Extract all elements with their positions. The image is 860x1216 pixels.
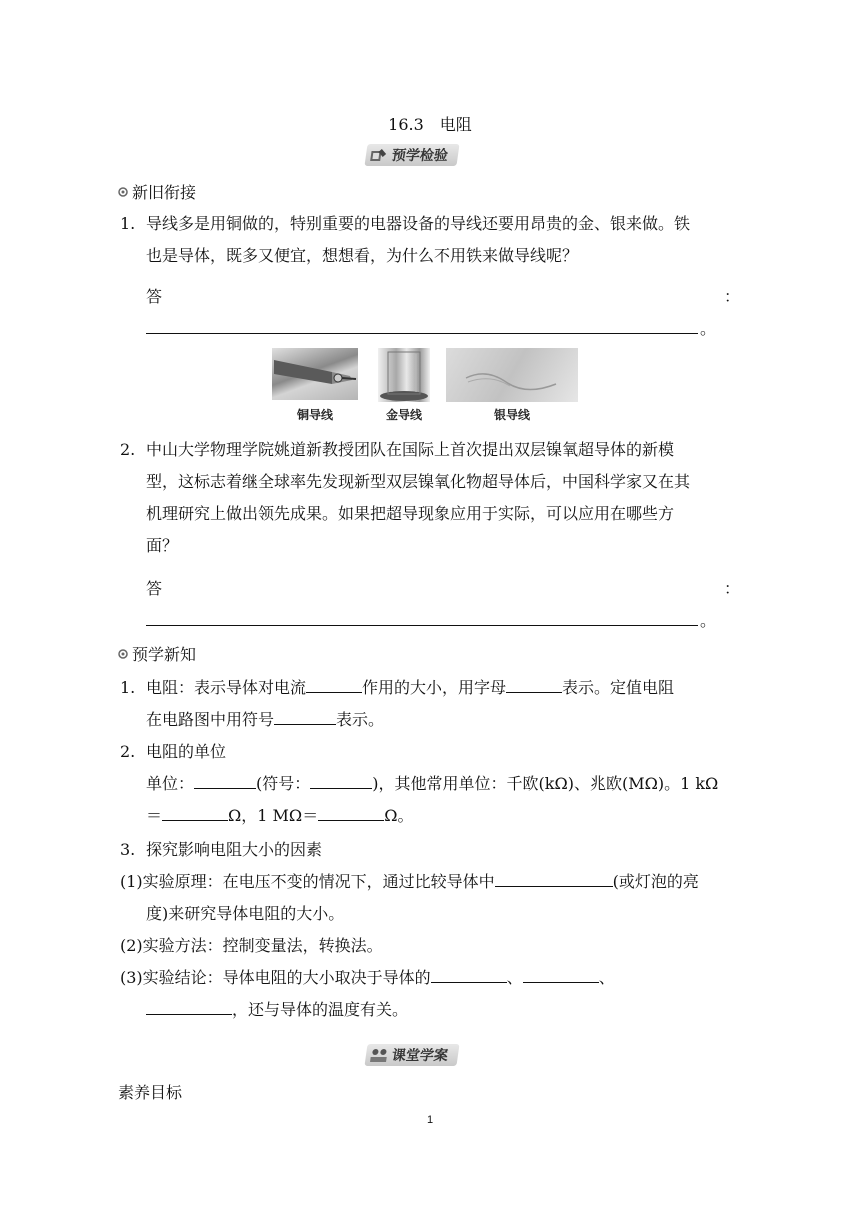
question-1 <box>120 208 740 272</box>
silver-caption: 银导线 <box>493 408 530 422</box>
fill-blank[interactable] <box>274 706 336 725</box>
question-text: 导线多是用铜做的，特别重要的电器设备的导线还要用昂贵的金、银来做。铁 <box>146 214 691 233</box>
item-text: Ω。 <box>384 806 414 825</box>
copper-caption: 铜导线 <box>296 408 333 422</box>
page-title: 16.3 电阻 <box>388 115 472 134</box>
fill-blank[interactable] <box>306 674 362 693</box>
section-heading-text: 预学新知 <box>132 645 197 664</box>
fill-blank[interactable] <box>523 964 599 983</box>
item-text: ＝ <box>146 806 163 825</box>
badge-label: 课堂学案 <box>390 1048 449 1064</box>
answer-label: 答 <box>146 287 163 306</box>
fill-blank[interactable] <box>431 964 507 983</box>
fill-blank[interactable] <box>162 802 228 821</box>
item-number: 2. <box>120 742 136 761</box>
item-text: 、 <box>598 968 615 987</box>
section-heading-text: 新旧衔接 <box>132 183 197 202</box>
answer-blank-2[interactable] <box>146 624 698 626</box>
section-heading-goal: 素养目标 <box>118 1083 183 1102</box>
item-text: 单位： <box>146 774 195 793</box>
fill-blank[interactable] <box>146 996 232 1015</box>
item-text: (符号： <box>256 774 311 793</box>
item-text: (1)实验原理：在电压不变的情况下，通过比较导体中 <box>120 872 495 891</box>
question-number: 1. <box>120 214 136 233</box>
fill-blank[interactable] <box>194 770 256 789</box>
item-text: 电阻：表示导体对电流 <box>146 678 307 697</box>
copper-wire-image <box>272 348 358 400</box>
item-number: 1. <box>120 678 136 697</box>
answer-label: 答 <box>146 579 163 598</box>
item-text: 在电路图中用符号 <box>146 710 275 729</box>
fill-blank[interactable] <box>506 674 562 693</box>
question-text: 也是导体，既多又便宜，想想看，为什么不用铁来做导线呢？ <box>146 246 579 265</box>
answer-colon: ： <box>723 579 740 598</box>
question-text: 面？ <box>146 536 179 555</box>
item-text: 、 <box>506 968 523 987</box>
item-number: 3. <box>120 840 136 859</box>
question-text: 中山大学物理学院姚道新教授团队在国际上首次提出双层镍氧超导体的新模 <box>146 440 675 459</box>
item-text: (2)实验方法：控制变量法，转换法。 <box>120 936 383 955</box>
answer-blank-1[interactable] <box>146 332 698 334</box>
item-text: )，其他常用单位：千欧(kΩ)、兆欧(MΩ)。1 kΩ <box>372 774 719 793</box>
gold-spool-illustration <box>378 348 430 402</box>
question-number: 2. <box>120 440 136 459</box>
item-text: 表示。 <box>336 710 385 729</box>
item-text: 表示。定值电阻 <box>562 678 675 697</box>
item-text: (或灯泡的亮 <box>612 872 699 891</box>
fill-blank[interactable] <box>310 770 372 789</box>
badge-label: 预学检验 <box>390 148 449 164</box>
silver-wire-image <box>446 348 578 402</box>
gold-caption: 金导线 <box>385 408 422 422</box>
item-3 <box>120 834 740 866</box>
copper-wire-illustration <box>272 348 358 400</box>
section-badge-class <box>366 1044 458 1066</box>
gear-bullet-icon <box>118 649 128 659</box>
page-number: 1 <box>426 1114 434 1126</box>
classroom-icon <box>369 1047 389 1063</box>
gear-bullet-icon <box>118 187 128 197</box>
answer-period: 。 <box>700 611 717 630</box>
gold-wire-image <box>378 348 430 402</box>
item-text: Ω，1 MΩ＝ <box>228 806 319 825</box>
book-pen-icon <box>369 147 389 163</box>
answer-colon: ： <box>723 287 740 306</box>
question-text: 型，这标志着继全球率先发现新型双层镍氧化物超导体后，中国科学家又在其 <box>146 472 691 491</box>
item-heading: 探究影响电阻大小的因素 <box>146 840 323 859</box>
answer-row-1 <box>146 284 740 307</box>
item-1 <box>120 672 740 736</box>
fill-blank[interactable] <box>318 802 384 821</box>
question-text: 机理研究上做出领先成果。如果把超导现象应用于实际，可以应用在哪些方 <box>146 504 675 523</box>
answer-row-2 <box>146 576 740 599</box>
section-badge-preview <box>366 144 458 166</box>
silver-wire-illustration <box>446 348 578 402</box>
item-text: 作用的大小，用字母 <box>362 678 507 697</box>
item-text: 度)来研究导体电阻的大小。 <box>146 904 345 923</box>
item-heading: 电阻的单位 <box>146 742 227 761</box>
item-text: (3)实验结论：导体电阻的大小取决于导体的 <box>120 968 431 987</box>
section-heading-old-new <box>118 180 196 203</box>
item-2 <box>120 736 740 832</box>
item-3-details <box>120 866 740 1026</box>
answer-period: 。 <box>700 319 717 338</box>
question-2 <box>120 434 740 562</box>
fill-blank[interactable] <box>495 868 613 887</box>
item-text: ，还与导体的温度有关。 <box>232 1000 409 1019</box>
section-heading-preview <box>118 642 196 665</box>
